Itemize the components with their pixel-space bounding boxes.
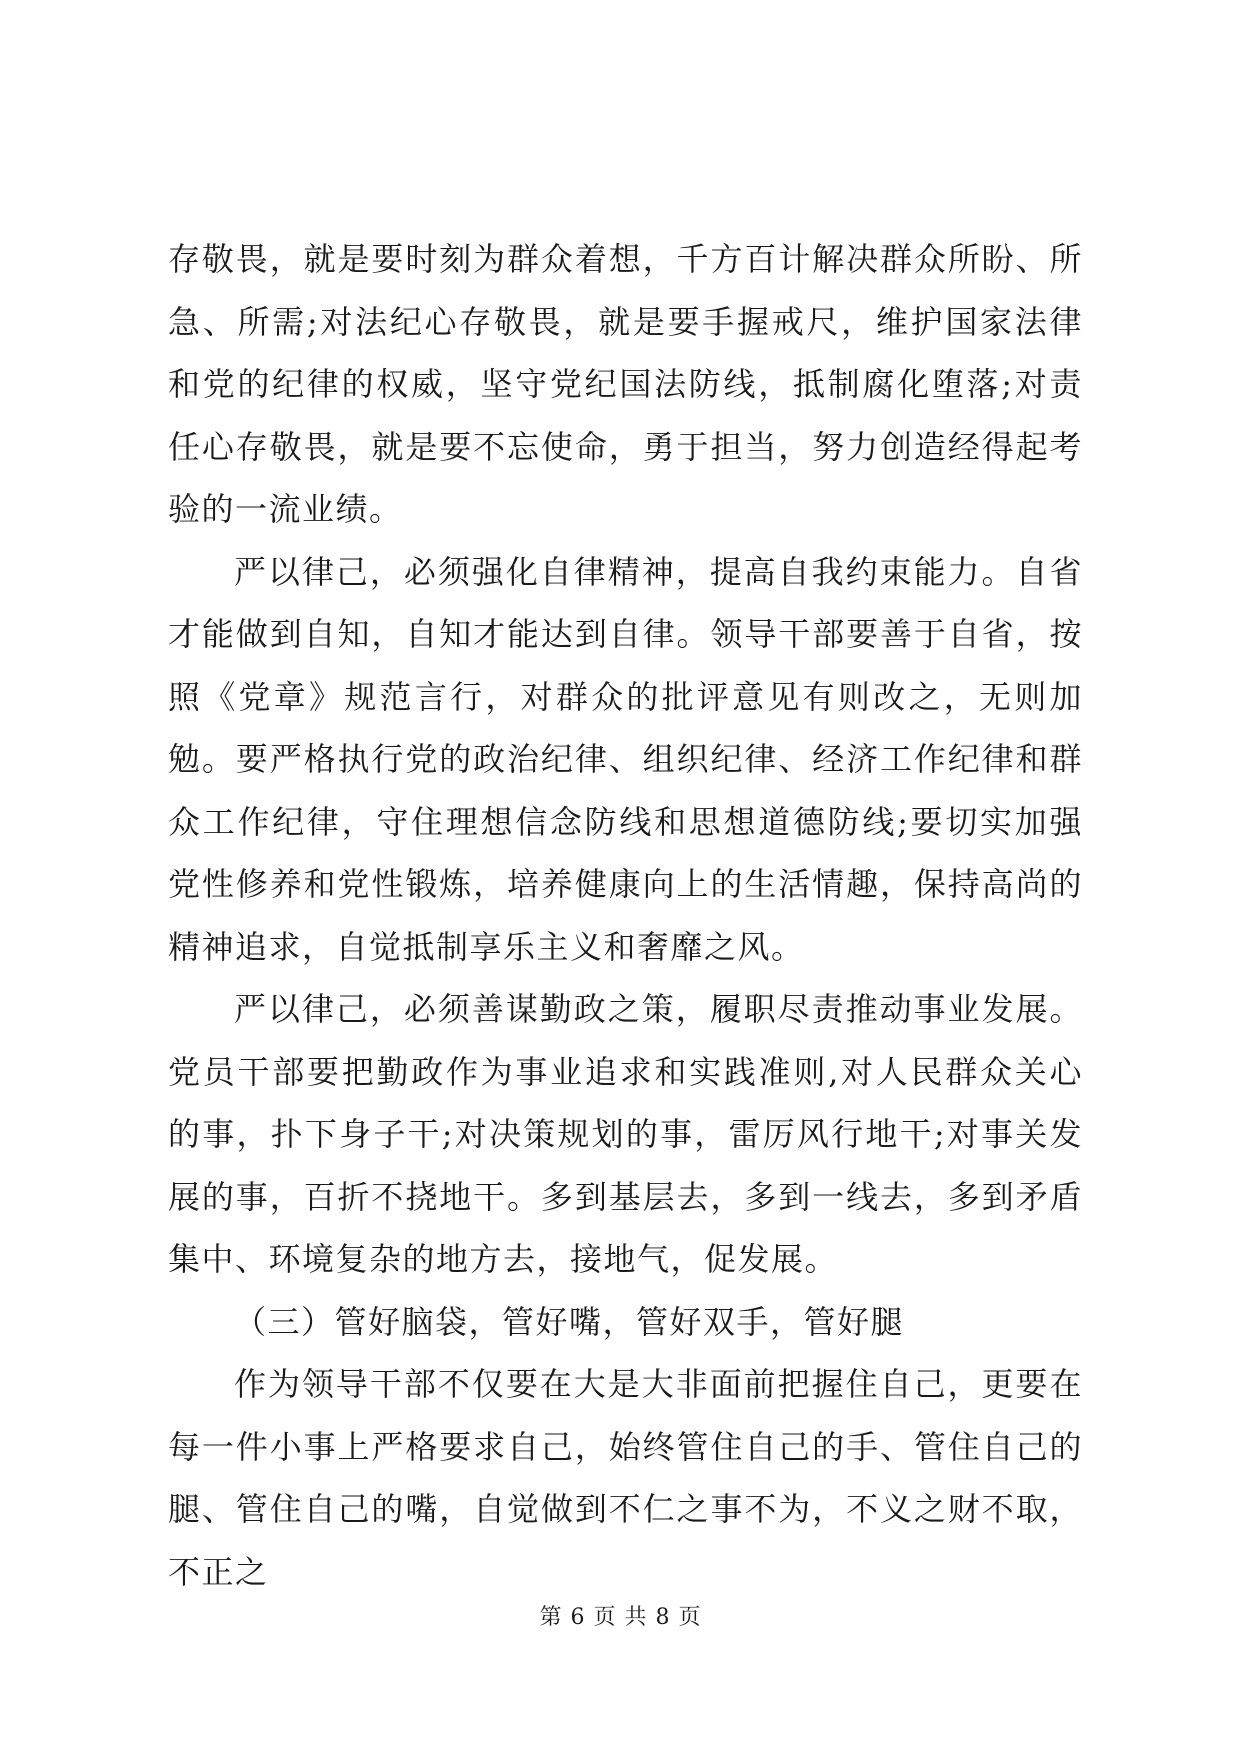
paragraph-4: 作为领导干部不仅要在大是大非面前把握住自己，更要在每一件小事上严格要求自己，始终管住自己的手、管住自己的腿、管住自己的嘴，自觉做到不仁之事不为，不义之财不取，不正之 xyxy=(168,1365,1083,1591)
section-heading: （三）管好脑袋，管好嘴，管好双手，管好腿 xyxy=(234,1302,905,1341)
paragraph-2: 严以律己，必须强化自律精神，提高自我约束能力。自省才能做到自知，自知才能达到自律。领导干部要善于自省，按照《党章》规范言行，对群众的批评意见有则改之，无则加勉。要严格执行党的政治纪律、组织纪律、经济工作纪律和群众工作纪律，守住理想信念防线和思想道德防线;要切实加强党性修养和党性锻炼，培养健康向上的生活情趣，保持高尚的精神追求，自觉抵制享乐主义和奢靡之风。 xyxy=(168,552,1083,966)
page-footer: 第 6 页 共 8 页 xyxy=(539,1605,702,1630)
paragraph-3: 严以律己，必须善谋勤政之策，履职尽责推动事业发展。党员干部要把勤政作为事业追求和实践准则,对人民群众关心的事，扑下身子干;对决策规划的事，雷厉风行地干;对事关发展的事，百折不挠地干。多到基层去，多到一线去，多到矛盾集中、环境复杂的地方去，接地气，促发展。 xyxy=(168,990,1083,1278)
document-body xyxy=(168,228,1083,1603)
paragraph-1: 存敬畏，就是要时刻为群众着想，千方百计解决群众所盼、所急、所需;对法纪心存敬畏，就是要手握戒尺，维护国家法律和党的纪律的权威，坚守党纪国法防线，抵制腐化堕落;对责任心存敬畏，就是要不忘使命，勇于担当，努力创造经得起考验的一流业绩。 xyxy=(168,240,1083,528)
